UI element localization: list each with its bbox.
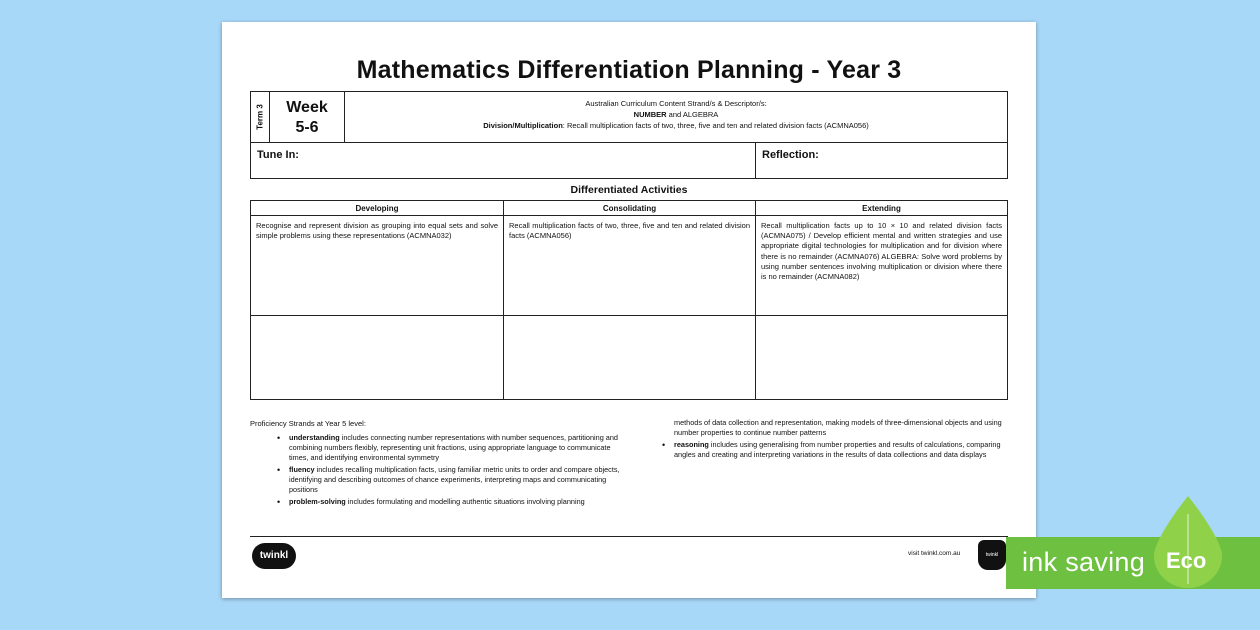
list-item: • fluency includes recalling multiplication facts, using familiar metric units to order and compare objects, identifying and describing outcomes of chance experiments, interpreting maps and communicating positions bbox=[289, 465, 621, 495]
footer-divider bbox=[250, 536, 1008, 537]
descriptor-label: Division/Multiplication bbox=[483, 121, 563, 130]
proficiency-title: Proficiency Strands at Year 5 level: bbox=[250, 419, 366, 428]
eco-label: Eco bbox=[1166, 548, 1207, 573]
descriptor-text: : Recall multiplication facts of two, three, five and ten and related division facts (ACMNA056) bbox=[562, 121, 869, 130]
tune-in-cell[interactable]: Tune In: bbox=[250, 142, 756, 179]
extending-notes[interactable] bbox=[755, 315, 1008, 400]
week-label: Week bbox=[286, 99, 328, 116]
twinkl-logo: twinkl bbox=[252, 543, 296, 569]
developing-notes[interactable] bbox=[250, 315, 504, 400]
curriculum-cell bbox=[344, 91, 1008, 143]
worksheet-page bbox=[222, 22, 1036, 598]
eco-drop-icon bbox=[1150, 494, 1226, 590]
column-consolidating: Consolidating bbox=[503, 200, 756, 216]
proficiency-list-left bbox=[289, 433, 621, 509]
list-item: • understanding includes connecting number representations with number sequences, partitioning and combining numbers flexibly, representing unit fractions, using appropriate language to communicate times, and identifying environmental symmetry bbox=[289, 433, 621, 463]
consolidating-notes[interactable] bbox=[503, 315, 756, 400]
column-extending: Extending bbox=[755, 200, 1008, 216]
curriculum-strands bbox=[345, 109, 1007, 120]
ink-saving-text: ink saving bbox=[1022, 547, 1146, 577]
strand-number: NUMBER bbox=[633, 110, 667, 119]
curriculum-heading: Australian Curriculum Content Strand/s & Descriptor/s: bbox=[585, 99, 767, 108]
week-cell bbox=[269, 91, 345, 143]
footer-link[interactable]: visit twinkl.com.au bbox=[908, 550, 961, 557]
list-item: • problem-solving includes formulating and modelling authentic situations involving planning bbox=[289, 497, 621, 507]
developing-activity: Recognise and represent division as grouping into equal sets and solve simple problems using these representations (ACMNA032) bbox=[250, 215, 504, 316]
term-cell bbox=[250, 91, 270, 143]
strand-join: and bbox=[666, 110, 683, 119]
strand-algebra: ALGEBRA bbox=[682, 110, 719, 119]
consolidating-activity: Recall multiplication facts of two, three, five and ten and related division facts (ACMNA056) bbox=[503, 215, 756, 316]
curriculum-descriptor bbox=[345, 120, 1007, 131]
quality-badge-icon: twinkl bbox=[978, 540, 1006, 570]
page-title: Mathematics Differentiation Planning - Year 3 bbox=[356, 56, 902, 84]
list-item: • reasoning includes using generalising from number properties and results of calculations, comparing angles and creating and interpreting variations in the results of data collections and data displays bbox=[674, 440, 1008, 460]
term-label: Term 3 bbox=[255, 104, 265, 130]
week-range: 5-6 bbox=[295, 119, 319, 136]
list-item-continued: methods of data collection and representation, making models of three-dimensional objects and using number properties to continue number patterns bbox=[674, 418, 1002, 437]
column-developing: Developing bbox=[250, 200, 504, 216]
reflection-cell[interactable]: Reflection: bbox=[755, 142, 1008, 179]
extending-activity: Recall multiplication facts up to 10 × 10 and related division facts (ACMNA075) / Develop efficient mental and written strategies and use appropriate digital technologies for multiplication and for division where there is no remainder (ACMNA076) ALGEBRA: Solve word problems by using number sentences involving multiplication or division where there is no remainder (ACMNA082) bbox=[755, 215, 1008, 316]
proficiency-list-right bbox=[674, 418, 1008, 462]
differentiated-activities-title: Differentiated Activities bbox=[570, 184, 688, 196]
